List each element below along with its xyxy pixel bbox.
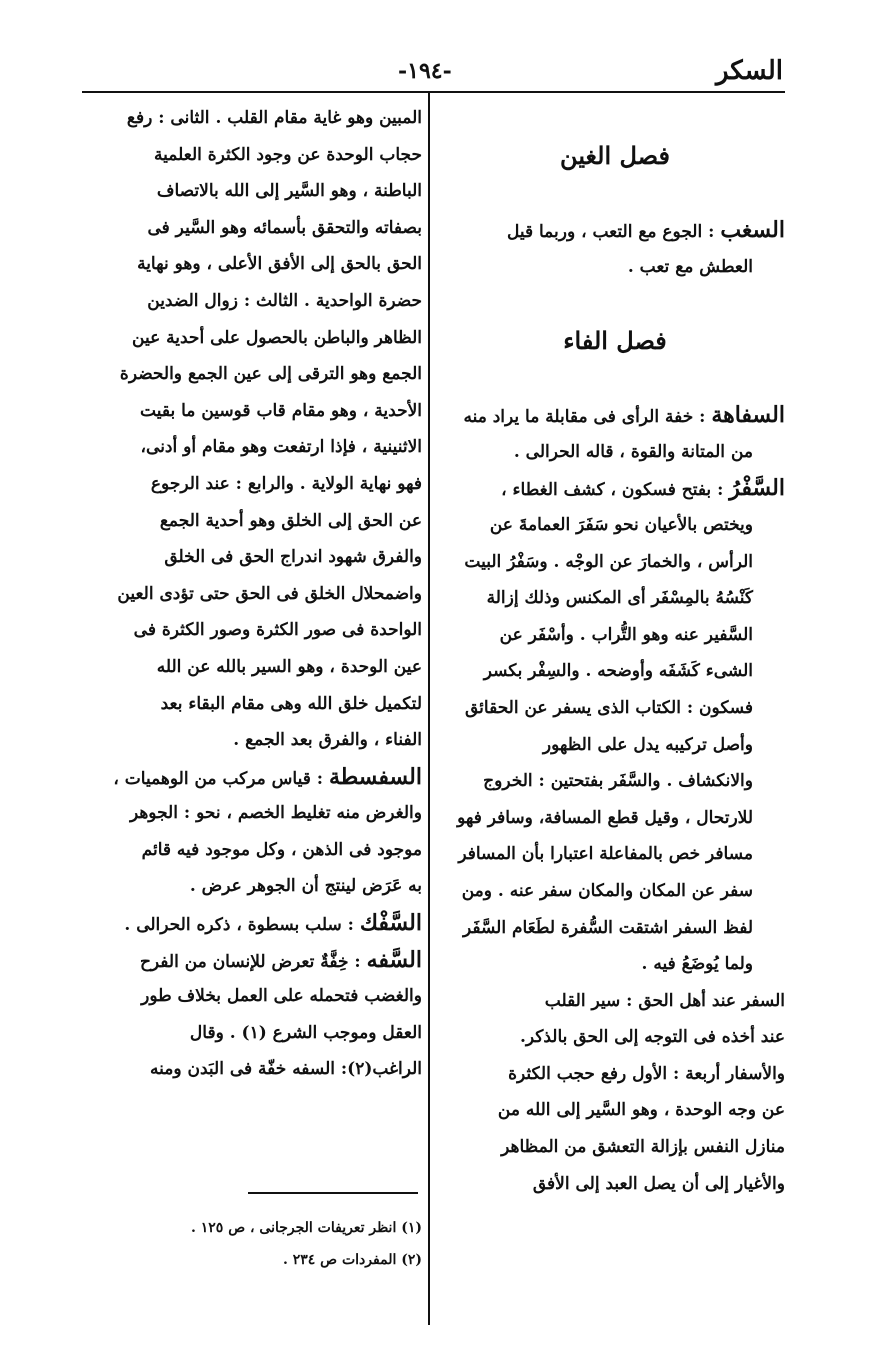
text-line: فهو نهاية الولاية . والرابع : عند الرجوع <box>150 473 422 494</box>
text-line: الواحدة فى صور الكثرة وصور الكثرة فى <box>133 620 422 641</box>
entry-safah <box>82 942 422 1088</box>
entry-first-line <box>445 470 785 507</box>
entry-line: للارتحال ، وقيل قطع المسافة، وسافر فهو <box>457 807 753 828</box>
entry-safsata <box>82 759 422 905</box>
text-line: واضمحلال الخلق فى الحق حتى تؤدى العين <box>117 583 422 604</box>
entry-line: والأغيار إلى أن يصل العبد إلى الأفق <box>532 1173 785 1194</box>
text-line: الحق بالحق إلى الأفق الأعلى ، وهو نهاية <box>137 254 422 275</box>
spacer <box>445 188 785 212</box>
text-line: لتكميل خلق الله وهى مقام البقاء بعد <box>160 693 422 714</box>
entry-text: : خِفَّةٌ تعرض للإنسان من الفرح <box>139 951 367 972</box>
entry-line: ويختص بالأعيان نحو سَفَرَ العمامةَ عن <box>489 514 753 535</box>
spacer <box>445 373 785 397</box>
text-line: المبين وهو غاية مقام القلب . الثانى : رفع <box>126 108 422 128</box>
entry-text: : خفة الرأى فى مقابلة ما يراد منه <box>463 407 712 428</box>
section-title: السكر <box>715 56 783 86</box>
entry-head: السفسطة <box>328 763 422 790</box>
entry-safaha <box>445 397 785 470</box>
entry-saghab <box>445 212 785 285</box>
entry-line: موجود فى الذهن ، وكل موجود فيه قائم <box>141 839 422 860</box>
entry-first-line <box>82 905 422 942</box>
text-line: الجمع وهو الترقى إلى عين الجمع والحضرة <box>119 364 422 385</box>
entry-head: السغب <box>720 217 785 243</box>
page-number: -١٩٤- <box>398 58 452 84</box>
entry-line: فسكون : الكتاب الذى يسفر عن الحقائق <box>465 697 753 718</box>
entry-line: به عَرَض لينتج أن الجوهر عرض . <box>189 876 422 897</box>
entry-head: السَّفه <box>366 946 422 973</box>
footnote-rule <box>248 1192 418 1194</box>
entry-line: الشىء كَشَفَه وأوضحه . والسِفْر بكسر <box>483 661 753 682</box>
entry-first-line <box>445 212 785 249</box>
entry-line: سفر عن المكان والمكان سفر عنه . ومن <box>461 880 753 901</box>
footnote: (٢) المفردات ص ٢٣٤ . <box>283 1252 422 1268</box>
entry-text: : سلب بسطوة ، ذكره الحرالى . <box>124 915 360 936</box>
chapter-title-ghain: فصل الغين <box>560 141 670 170</box>
entry-line: وأصل تركيبه يدل على الظهور <box>542 734 753 755</box>
entry-line: العقل وموجب الشرع (١) . وقال <box>189 1022 422 1043</box>
text-line: حجاب الوحدة عن وجود الكثرة العلمية <box>154 144 422 165</box>
entry-line: الراغب(٢): السفه خفّة فى البَدن ومنه <box>150 1059 422 1080</box>
text-line: عن الحق إلى الخلق وهو أحدية الجمع <box>159 510 422 531</box>
entry-line: السَّفير عنه وهو التُّراب . وأسْفَر عن <box>499 624 753 645</box>
footnotes <box>82 1212 422 1276</box>
entry-line: عن وجه الوحدة ، وهو السَّير إلى الله من <box>497 1100 785 1121</box>
text-line: الباطنة ، وهو السَّير إلى الله بالاتصاف <box>156 181 422 202</box>
entry-text: : الجوع مع التعب ، وربما قيل <box>506 222 721 242</box>
entry-first-line <box>82 942 422 979</box>
entry-line: العطش مع تعب . <box>627 256 753 277</box>
right-column <box>445 100 785 1202</box>
entry-safar-haq <box>445 983 785 1203</box>
entry-first-line <box>82 759 422 796</box>
entry-text: : بفتح فسكون ، كشف الغطاء ، <box>501 480 730 501</box>
chapter-title-faa: فصل الفاء <box>563 326 667 356</box>
text-line: الأحدية ، وهو مقام قاب قوسين ما بقيت <box>140 400 422 421</box>
entry-line: والانكشاف . والسَّفَر بفتحتين : الخروج <box>483 771 753 792</box>
text-line: والفرق شهود اندراج الحق فى الخلق <box>164 547 422 568</box>
entry-first-line <box>445 397 785 434</box>
entry-head: السَّفْك <box>359 910 422 937</box>
footnote: (١) انظر تعريفات الجرجانى ، ص ١٢٥ . <box>191 1220 422 1236</box>
entry-safk <box>82 905 422 942</box>
text-line: الفناء ، والفرق بعد الجمع . <box>233 730 422 751</box>
entry-line: والأسفار أربعة : الأول رفع حجب الكثرة <box>508 1063 785 1084</box>
entry-head: السَّفْرُ <box>729 475 785 502</box>
text-line: عين الوحدة ، وهو السير بالله عن الله <box>156 656 422 677</box>
text-line: حضرة الواحدية . الثالث : زوال الضدين <box>147 290 422 311</box>
entry-line: عند أخذه فى التوجه إلى الحق بالذكر. <box>519 1027 785 1048</box>
entry-text: : قياس مركب من الوهميات ، <box>113 768 329 789</box>
spacer <box>445 100 785 124</box>
text-line: الاثنينية ، فإذا ارتفعت وهو مقام أو أدنى، <box>140 437 422 458</box>
entry-line: مسافر خص بالمفاعلة اعتبارا بأن المسافر <box>458 844 753 865</box>
spacer <box>445 285 785 309</box>
entry-line: والغرض منه تغليط الخصم ، نحو : الجوهر <box>129 803 422 824</box>
entry-line: لفظ السفر اشتقت السُّفرة لطَعَام السَّفَر <box>463 917 753 938</box>
entry-line: كَنْسُهُ بالمِسْفَر أى المكنس وذلك إزالة <box>486 588 753 609</box>
column-divider <box>428 93 430 1325</box>
header-rule <box>82 91 785 93</box>
entry-line: من المتانة والقوة ، قاله الحرالى . <box>513 441 753 462</box>
entry-line: الرأس ، والخمارَ عن الوجْه . وسَفْرُ البيت <box>464 551 753 572</box>
entry-line: ولما يُوضَعُ فيه . <box>641 954 753 975</box>
entry-line: منازل النفس بإزالة التعشق من المظاهر <box>501 1137 785 1158</box>
left-column <box>82 100 422 1088</box>
entry-head: السفاهة <box>711 402 785 429</box>
text-line: بصفاته والتحقق بأسمائه وهو السَّير فى <box>147 217 422 238</box>
continuation-text <box>82 100 422 759</box>
entry-first-line: السفر عند أهل الحق : سير القلب <box>544 990 785 1011</box>
text-line: الظاهر والباطن بالحصول على أحدية عين <box>132 327 422 348</box>
entry-line: والغضب فتحمله على العمل بخلاف طور <box>141 986 422 1007</box>
entry-safr <box>445 470 785 982</box>
